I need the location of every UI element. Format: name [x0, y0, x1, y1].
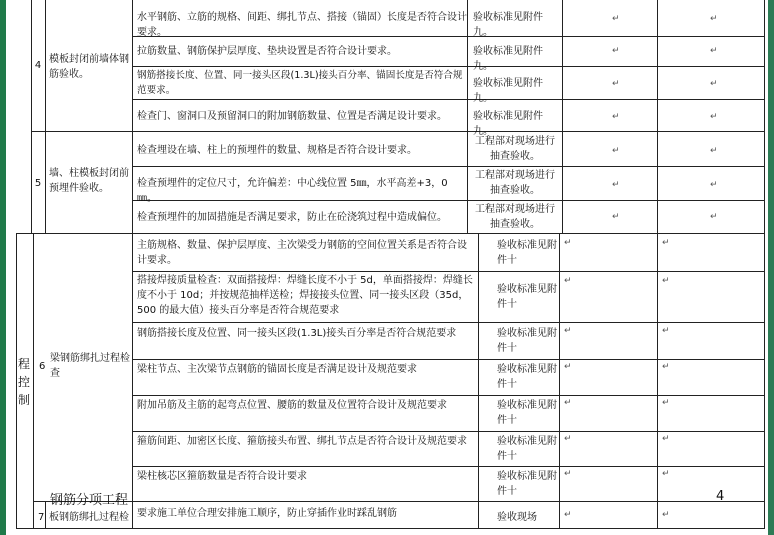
- cell-marker: ↵: [710, 79, 718, 89]
- standard-cell: 工程部对现场进行抽查验收。: [475, 136, 555, 162]
- row-line: [132, 66, 764, 67]
- standard-cell: 验收标准见附件九。: [473, 78, 543, 104]
- left-edge-bar: [0, 0, 6, 535]
- cell-marker: ↵: [662, 469, 670, 479]
- section-number: 7: [38, 512, 45, 523]
- cell-marker: ↵: [564, 238, 572, 248]
- check-item: 箍筋间距、加密区长度、箍筋接头布置、绑扎节点是否符合设计及规范要求: [137, 436, 467, 447]
- standard-cell: 验收标准见附件十: [497, 328, 557, 354]
- standard-cell: 验收现场: [497, 512, 537, 523]
- check-item: 检查预埋件的加固措施是否满足要求，防止在砼浇筑过程中造成偏位。: [137, 212, 447, 223]
- check-item: 要求施工单位合理安排施工顺序，防止穿插作业时踩乱钢筋: [137, 508, 397, 519]
- cell-marker: ↵: [662, 510, 670, 520]
- row-line: [133, 322, 764, 323]
- cell-marker: ↵: [710, 112, 718, 122]
- col-line: [657, 233, 658, 529]
- cell-marker: ↵: [710, 146, 718, 156]
- standard-cell: 验收标准见附件十: [497, 364, 557, 390]
- row-line: [133, 431, 764, 432]
- col-line: [559, 233, 560, 529]
- row-line: [132, 200, 764, 201]
- right-edge-bar: [768, 0, 774, 535]
- check-item: 水平钢筋、立筋的规格、间距、绑扎节点、搭接（锚固）长度是否符合设计要求。: [137, 12, 467, 38]
- section-number: 4: [34, 60, 42, 71]
- check-item: 钢筋搭接长度及位置、同一接头区段(1.3L)接头百分率是否符合规范要求: [137, 328, 457, 339]
- cell-marker: ↵: [662, 398, 670, 408]
- phase-char: 程: [17, 357, 30, 371]
- check-item: 搭接焊接质量检查：双面搭接焊：焊缝长度不小于 5d，单面搭接焊：焊缝长度不小于 10d；并按规范抽样送检；焊接接头位置、同一接头区段（35d，500 的最大值）接头百分率是否符合规范要求: [137, 275, 473, 316]
- col-line: [33, 233, 34, 529]
- standard-cell: 验收标准见附件九。: [473, 111, 543, 137]
- row-line: [133, 271, 764, 272]
- section-number: 5: [34, 178, 42, 189]
- row-line: [133, 359, 764, 360]
- row-line: [133, 501, 764, 502]
- check-item: 梁柱节点、主次梁节点钢筋的锚固长度是否满足设计及规范要求: [137, 364, 417, 375]
- check-item: 钢筋搭接长度、位置、同一接头区段(1.3L)接头百分率、锚固长度是否符合规范要求。: [137, 70, 463, 96]
- row-line: [16, 528, 764, 529]
- standard-cell: 工程部对现场进行抽查验收。: [475, 204, 555, 230]
- col-line: [467, 0, 468, 234]
- cell-marker: ↵: [564, 510, 572, 520]
- row-line: [133, 466, 764, 467]
- cell-marker: ↵: [612, 146, 620, 156]
- phase-char: 制: [17, 393, 30, 407]
- col-line: [478, 233, 479, 529]
- row-line: [16, 233, 764, 234]
- check-item: 检查门、窗洞口及预留洞口的附加钢筋数量、位置是否满足设计要求。: [137, 111, 447, 122]
- section-title: 板钢筋绑扎过程检: [49, 512, 129, 523]
- standard-cell: 验收标准见附件九。: [473, 46, 543, 72]
- cell-marker: ↵: [564, 434, 572, 444]
- check-item: 主筋规格、数量、保护层厚度、主次梁受力钢筋的空间位置关系是否符合设计要求。: [137, 240, 467, 266]
- cell-marker: ↵: [612, 112, 620, 122]
- cell-marker: ↵: [564, 276, 572, 286]
- col-line: [764, 0, 765, 529]
- cell-marker: ↵: [710, 46, 718, 56]
- cell-marker: ↵: [662, 238, 670, 248]
- cell-marker: ↵: [662, 362, 670, 372]
- cell-marker: ↵: [564, 362, 572, 372]
- check-item: 梁柱核芯区箍筋数量是否符合设计要求: [137, 471, 307, 482]
- section-title: 梁钢筋绑扎过程检查: [50, 353, 130, 379]
- row-line: [132, 36, 764, 37]
- cell-marker: ↵: [612, 180, 620, 190]
- standard-cell: 验收标准见附件十: [497, 436, 557, 462]
- standard-cell: 工程部对现场进行抽查验收。: [475, 170, 555, 196]
- col-line: [657, 0, 658, 234]
- phase-char: 控: [17, 375, 30, 389]
- row-line: [133, 395, 764, 396]
- check-item: 检查埋设在墙、柱上的预埋件的数量、规格是否符合设计要求。: [137, 145, 417, 156]
- phase-label: [17, 355, 31, 409]
- standard-cell: 验收标准见附件十: [497, 471, 557, 497]
- standard-cell: 验收标准见附件十: [497, 240, 557, 266]
- cell-marker: ↵: [612, 14, 620, 24]
- cell-marker: ↵: [564, 469, 572, 479]
- cell-marker: ↵: [662, 326, 670, 336]
- row-line: [132, 131, 764, 132]
- col-line: [31, 0, 32, 234]
- row-line: [132, 99, 764, 100]
- cell-marker: ↵: [612, 212, 620, 222]
- cell-marker: ↵: [710, 212, 718, 222]
- footer-title: 钢筋分项工程: [50, 493, 129, 508]
- check-item: 附加吊筋及主筋的起弯点位置、腰筋的数量及位置符合设计及规范要求: [137, 400, 447, 411]
- col-line: [45, 0, 46, 234]
- section-title: 墙、柱模板封闭前预埋件验收。: [49, 168, 129, 194]
- cell-marker: ↵: [662, 276, 670, 286]
- cell-marker: ↵: [564, 326, 572, 336]
- check-item: 拉筋数量、钢筋保护层厚度、垫块设置是否符合设计要求。: [137, 46, 397, 57]
- col-line: [562, 0, 563, 234]
- page-number: 4: [716, 489, 725, 504]
- section-title: 模板封闭前墙体钢筋验收。: [49, 54, 129, 80]
- cell-marker: ↵: [564, 398, 572, 408]
- cell-marker: ↵: [710, 180, 718, 190]
- cell-marker: ↵: [612, 46, 620, 56]
- standard-cell: 验收标准见附件十: [497, 400, 557, 426]
- standard-cell: 验收标准见附件十: [497, 284, 557, 310]
- standard-cell: 验收标准见附件九。: [473, 12, 543, 38]
- section-number: 6: [39, 361, 46, 372]
- col-line: [132, 0, 133, 529]
- row-line: [31, 131, 132, 132]
- cell-marker: ↵: [612, 79, 620, 89]
- row-line: [132, 166, 764, 167]
- cell-marker: ↵: [710, 14, 718, 24]
- cell-marker: ↵: [662, 434, 670, 444]
- check-item: 检查预埋件的定位尺寸，允许偏差：中心线位置 5㎜，水平高差+3，0㎜。: [137, 178, 448, 204]
